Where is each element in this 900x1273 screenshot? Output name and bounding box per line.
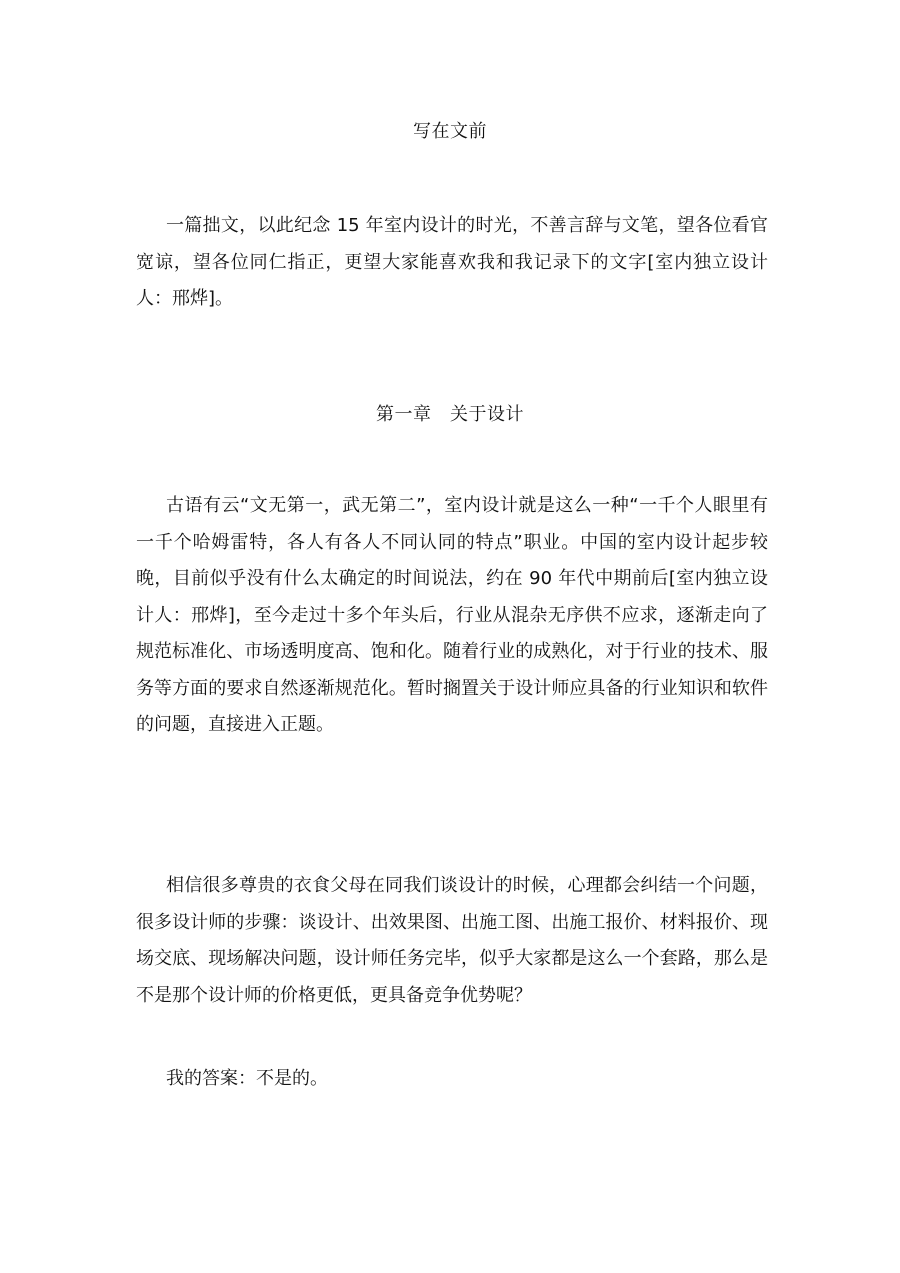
chapter-paragraph: 古语有云“文无第一，武无第二”，室内设计就是这么一种“一千个人眼里有一千个哈姆雷特，各人有各人不同认同的特点”职业。中国的室内设计起步较晚，目前似乎没有什么太确定的时间说法，约在 90 年代中期前后[室内独立设计人：邢烨]，至今走过十多个年头后，行业从混杂无序供不应求，逐渐走向了规范标准化、市场透明度高、饱和化。随着行业的成熟化，对于行业的技术、服务等方面的要求自然逐渐规范化。暂时搁置关于设计师应具备的行业知识和软件的问题，直接进入正题。 xyxy=(136,495,768,735)
chapter-paragraph: 相信很多尊贵的衣食父母在同我们谈设计的时候，心理都会纠结一个问题，很多设计师的步骤：谈设计、出效果图、出施工图、出施工报价、材料报价、现场交底、现场解决问题，设计师任务完毕，似乎大家都是这么一个套路，那么是不是那个设计师的价格更低，更具备竞争优势呢？ xyxy=(136,875,768,1006)
answer-paragraph: 我的答案：不是的。 xyxy=(166,1068,328,1089)
chapter-title: 第一章 关于设计 xyxy=(376,404,524,425)
preface-title: 写在文前 xyxy=(413,121,487,142)
preface-paragraph: 一篇拙文，以此纪念 15 年室内设计的时光，不善言辞与文笔，望各位看官宽谅，望各位同仁指正，更望大家能喜欢我和我记录下的文字[室内独立设计人：邢烨]。 xyxy=(136,215,768,309)
